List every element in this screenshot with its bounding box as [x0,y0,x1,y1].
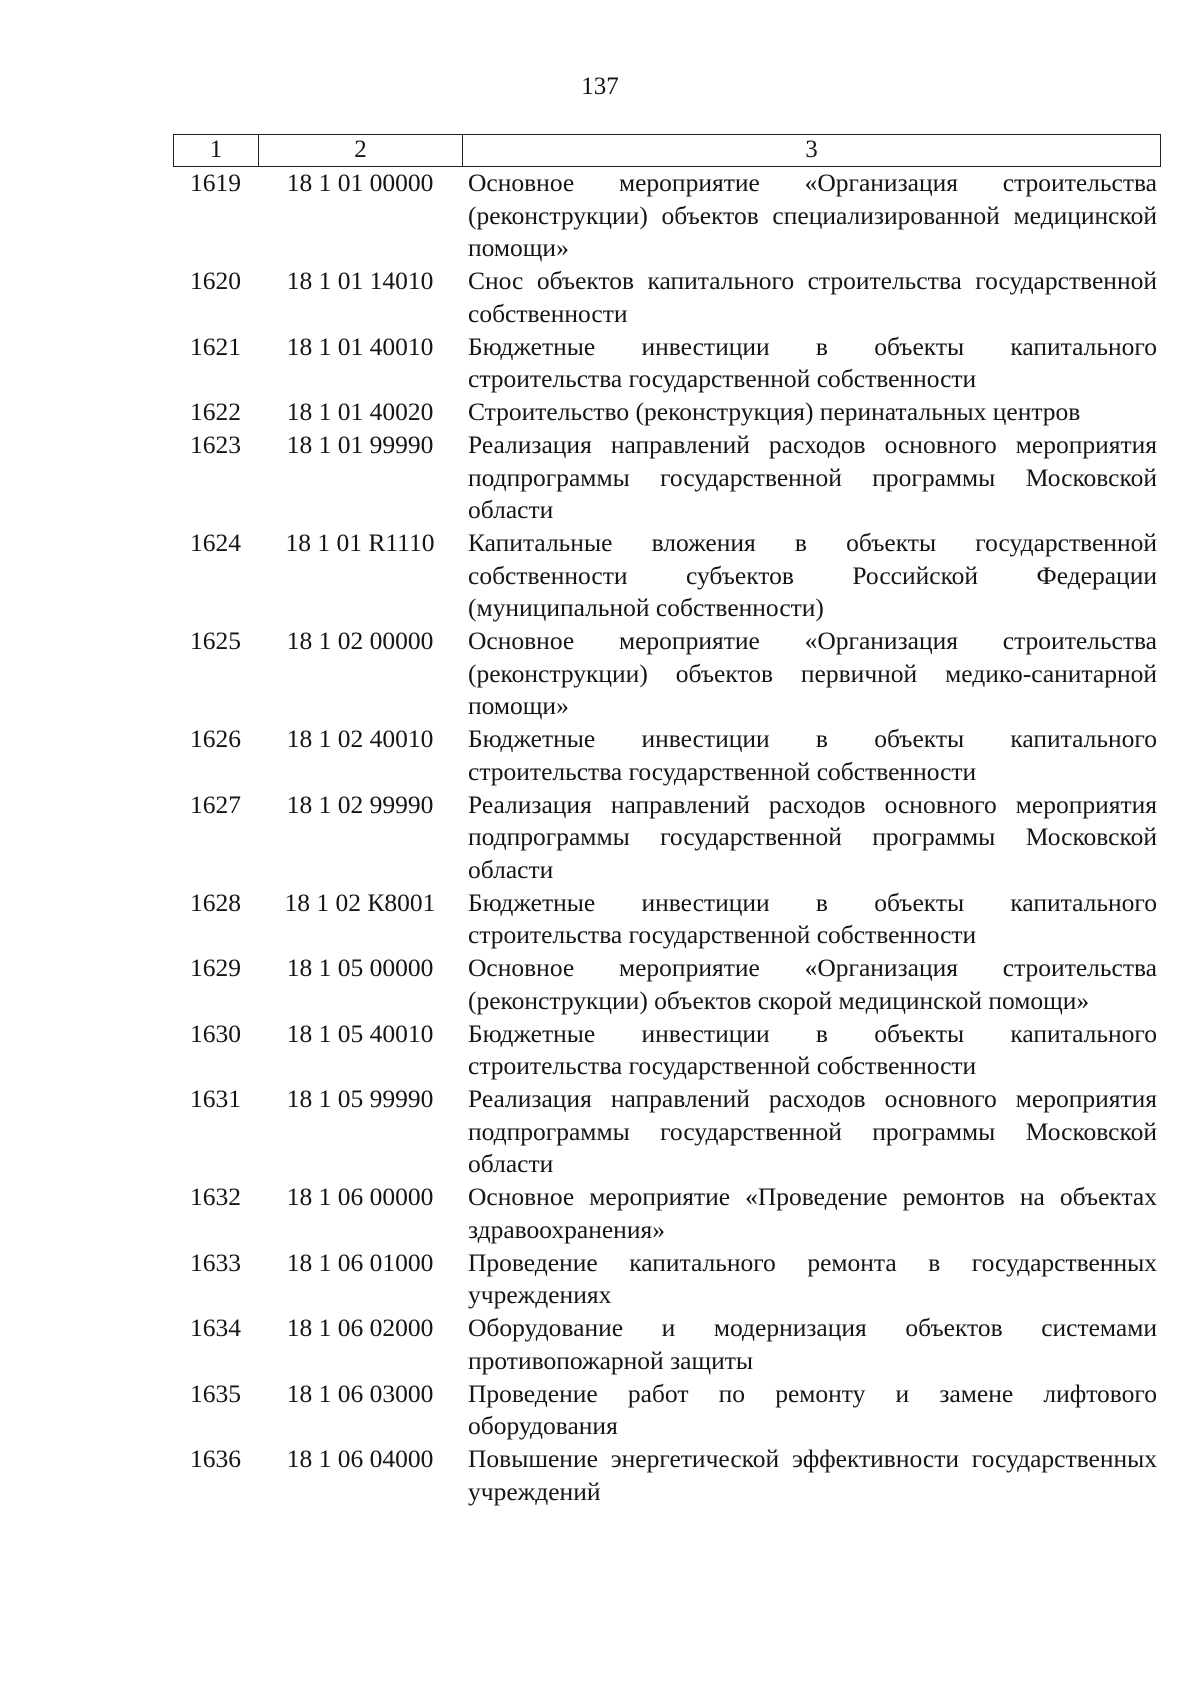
row-number: 1633 [190,1247,241,1277]
column-header-3: 3 [805,136,818,163]
budget-code: 18 1 06 03000 [286,1378,434,1408]
table-row [173,167,1161,265]
table-row [173,1378,1161,1443]
item-description: Бюджетные инвестиции в объекты капитального строительства государственной собственности [468,331,1157,393]
budget-code: 18 1 01 14010 [286,266,434,295]
budget-code: 18 1 06 02000 [286,1313,434,1342]
item-description: Проведение работ по ремонту и замене лифтового оборудования [468,1378,1157,1440]
budget-code: 18 1 06 01000 [286,1247,434,1277]
table-row [173,1181,1161,1246]
row-number: 1626 [190,724,241,753]
row-number: 1631 [190,1084,241,1113]
table-row [173,789,1161,887]
table-row [173,265,1161,330]
table-row [173,723,1161,788]
item-description: Реализация направлений расходов основного мероприятия подпрограммы государственной программы Московской области [468,430,1157,524]
row-number: 1635 [190,1378,241,1408]
item-description: Основное мероприятие «Проведение ремонтов на объектах здравоохранения» [468,1182,1157,1244]
item-description: Бюджетные инвестиции в объекты капитального строительства государственной собственности [468,1018,1157,1080]
item-description: Проведение капитального ремонта в государственных учреждениях [468,1247,1157,1309]
row-number: 1621 [190,331,241,361]
budget-code: 18 1 01 99990 [286,430,434,459]
table-row [173,527,1161,625]
budget-code-table [173,134,1161,1508]
budget-code: 18 1 05 40010 [286,1018,434,1048]
table-row [173,1247,1161,1312]
table-row [173,1083,1161,1181]
budget-code: 18 1 01 40020 [286,397,434,426]
page-number: 137 [581,73,619,100]
row-number: 1629 [190,953,241,982]
row-number: 1632 [190,1182,241,1211]
row-number: 1636 [190,1444,241,1473]
table-header-row [173,134,1161,167]
table-row [173,1018,1161,1083]
table-row [173,331,1161,396]
budget-code: 18 1 01 R1110 [285,528,435,557]
budget-code: 18 1 02 00000 [286,626,434,655]
budget-code: 18 1 02 99990 [286,789,434,819]
budget-code: 18 1 05 99990 [286,1084,434,1113]
item-description: Повышение энергетической эффективности государственных учреждений [468,1444,1157,1506]
budget-code: 18 1 06 04000 [286,1444,434,1473]
item-description: Оборудование и модернизация объектов системами противопожарной защиты [468,1313,1157,1375]
row-number: 1628 [190,887,241,917]
row-number: 1624 [190,528,241,557]
table-row [173,625,1161,723]
row-number: 1625 [190,626,241,655]
row-number: 1627 [190,789,241,819]
item-description: Бюджетные инвестиции в объекты капитального строительства государственной собственности [468,887,1157,949]
row-number: 1622 [190,397,241,426]
item-description: Бюджетные инвестиции в объекты капитального строительства государственной собственности [468,724,1157,786]
row-number: 1634 [190,1313,241,1342]
table-row [173,887,1161,952]
column-header-1: 1 [174,135,259,166]
table-row [173,952,1161,1017]
budget-code: 18 1 01 00000 [286,168,434,197]
table-row [173,429,1161,527]
row-number: 1623 [190,430,241,459]
table-row [173,1312,1161,1377]
row-number: 1619 [190,168,241,197]
budget-code: 18 1 02 К8001 [284,887,436,917]
item-description: Основное мероприятие «Организация строительства (реконструкции) объектов первичной медико-санитарной помощи» [468,626,1157,720]
row-number: 1620 [190,266,241,295]
row-number: 1630 [190,1018,241,1048]
item-description: Снос объектов капитального строительства государственной собственности [468,266,1157,328]
item-description: Основное мероприятие «Организация строительства (реконструкции) объектов скорой медицинской помощи» [468,953,1157,1015]
budget-code: 18 1 01 40010 [286,331,434,361]
budget-code: 18 1 06 00000 [286,1182,434,1211]
item-description: Строительство (реконструкция) перинатальных центров [468,397,1081,426]
table-row [173,1443,1161,1508]
column-header-2: 2 [259,135,463,166]
budget-code: 18 1 05 00000 [286,953,434,982]
item-description: Капитальные вложения в объекты государственной собственности субъектов Российской Федерации (муниципальной собственности) [468,528,1157,622]
table-body [173,167,1161,1508]
table-row [173,396,1161,429]
item-description: Основное мероприятие «Организация строительства (реконструкции) объектов специализированной медицинской помощи» [468,168,1157,262]
budget-code: 18 1 02 40010 [286,724,434,753]
item-description: Реализация направлений расходов основного мероприятия подпрограммы государственной программы Московской области [468,1084,1157,1178]
item-description: Реализация направлений расходов основного мероприятия подпрограммы государственной программы Московской области [468,789,1157,884]
